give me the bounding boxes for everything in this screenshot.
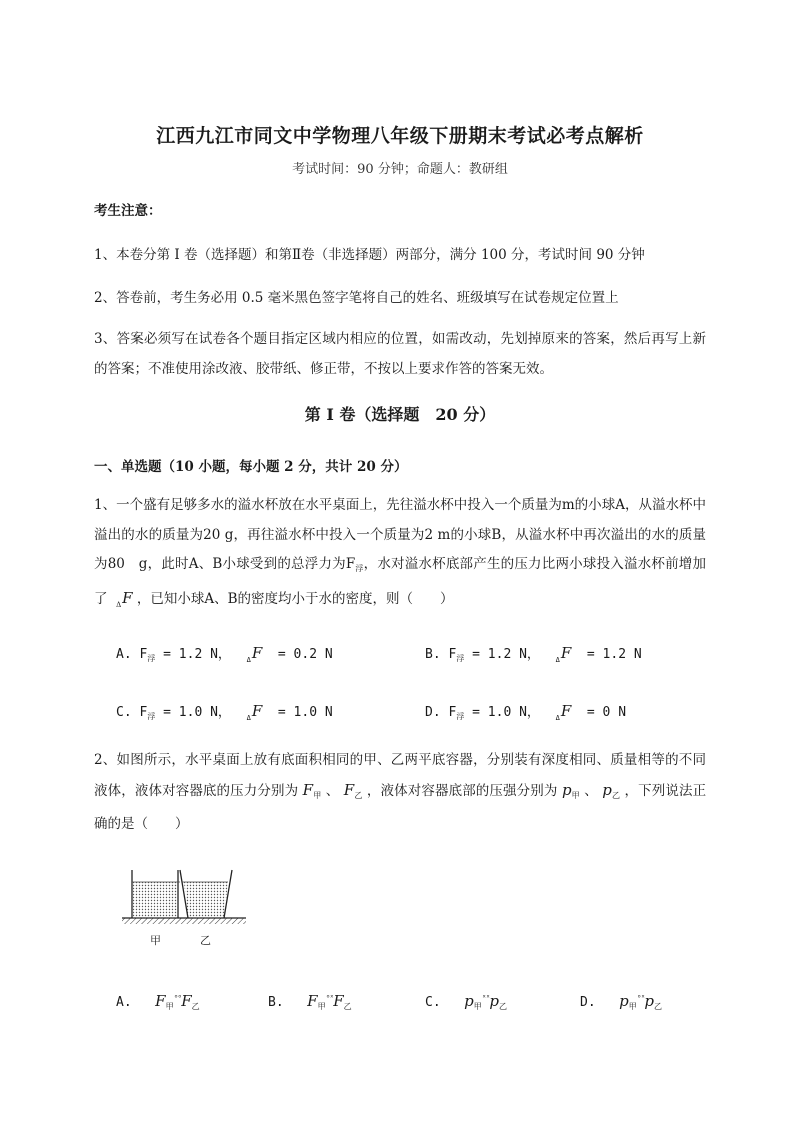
option-value-2: = 0.2 N bbox=[277, 647, 333, 662]
notice-item-3: 3、答案必须写在试卷各个题目指定区域内相应的位置，如需改动，先划掉原来的答案，然后再写上新的答案；不准使用涂改液、胶带纸、修正带，不按以上要求作答的答案无效。 bbox=[94, 331, 706, 377]
option-value-2: = 1.0 N bbox=[277, 705, 333, 720]
option-value-2: = 1.2 N bbox=[586, 647, 642, 662]
q1-text-c: ，已知小球A、B的密度均小于水的密度，则（ ） bbox=[136, 590, 454, 607]
option-relation: ᵒˣ bbox=[325, 993, 334, 1002]
option-relation: ᵒᵒ bbox=[173, 993, 182, 1002]
q2-option-c[interactable] bbox=[425, 988, 507, 1017]
option-sym-a: F bbox=[155, 992, 166, 1010]
q1-fu-sub: 浮 bbox=[355, 564, 364, 573]
q1-option-a[interactable] bbox=[116, 643, 333, 670]
option-delta: Δ bbox=[555, 656, 560, 664]
option-f: F bbox=[139, 647, 148, 662]
option-letter: C. bbox=[425, 995, 441, 1010]
option-fu: 浮 bbox=[456, 654, 465, 663]
containers-figure bbox=[120, 866, 250, 952]
option-sym-b: p bbox=[489, 992, 499, 1010]
q2-sep: 、 bbox=[325, 782, 340, 799]
q1-text-a: 1、一个盛有足够多水的溢水杯放在水平桌面上，先往溢水杯中投入一个质量为m的小球A，从溢水杯中溢出的水的质量为20 g，再往溢水杯中投入一个质量为2 m的小球B，从溢水杯中再次溢出的水的质量为80 g，此时A、B小球受到的总浮力为F bbox=[94, 497, 706, 572]
option-fu: 浮 bbox=[456, 712, 465, 721]
q2-option-d[interactable] bbox=[580, 988, 662, 1017]
q2-f-jia: F bbox=[302, 780, 314, 799]
notice-item-1: 1、本卷分第 I 卷（选择题）和第Ⅱ卷（非选择题）两部分，满分 100 分，考试时间 90 分钟 bbox=[94, 247, 645, 263]
option-delta: Δ bbox=[246, 714, 251, 722]
q2-sub-yi-2: 乙 bbox=[611, 790, 621, 800]
option-sub-b: 乙 bbox=[343, 1002, 352, 1011]
q2-text-a: 2、如图所示，水平桌面上放有底面积相同的甲、乙两平底容器，分别装有深度相同、质量相等的不同液体，液体对容器底的压力分别为 bbox=[94, 752, 706, 799]
q2-option-a[interactable] bbox=[116, 988, 200, 1017]
option-sym-a: p bbox=[464, 992, 474, 1010]
q2-p-yi: p bbox=[602, 780, 612, 799]
option-value-1: = 1.0 N， bbox=[472, 705, 540, 720]
q1-text-b: ，水对溢水杯底部产生的压力比两小球投入溢水杯前增加了 bbox=[94, 556, 706, 607]
option-fu: 浮 bbox=[147, 654, 156, 663]
option-delta: Δ bbox=[555, 714, 560, 722]
notice-heading: 考生注意： bbox=[94, 203, 162, 219]
option-delta-f: F bbox=[560, 702, 572, 720]
q2-f-yi: F bbox=[343, 780, 355, 799]
option-letter: B. bbox=[268, 995, 284, 1010]
q1-delta: Δ bbox=[116, 600, 122, 609]
label-yi: 乙 bbox=[200, 934, 211, 947]
option-letter: C. bbox=[116, 705, 132, 720]
option-value-1: = 1.2 N， bbox=[472, 647, 540, 662]
q2-option-b[interactable] bbox=[268, 988, 352, 1017]
q1-option-d[interactable] bbox=[425, 701, 626, 728]
option-delta-f: F bbox=[560, 644, 572, 662]
q2-text-b: ，液体对容器底部的压强分别为 bbox=[366, 782, 558, 799]
option-value-1: = 1.2 N， bbox=[163, 647, 231, 662]
option-sub-a: 甲 bbox=[317, 1002, 326, 1011]
q1-option-b[interactable] bbox=[425, 643, 642, 670]
q2-text-c: ，下列说法正确的是（ ） bbox=[94, 782, 707, 832]
option-f: F bbox=[139, 705, 148, 720]
exam-meta: 考试时间：90 分钟；命题人：教研组 bbox=[292, 162, 508, 177]
option-relation: ˣˣ bbox=[481, 993, 490, 1002]
question-1 bbox=[94, 491, 706, 620]
q2-sep-2: 、 bbox=[584, 782, 598, 799]
q2-p-jia: p bbox=[561, 780, 572, 799]
q2-sub-yi: 乙 bbox=[354, 790, 363, 800]
option-sub-b: 乙 bbox=[191, 1002, 200, 1011]
option-letter: D. bbox=[425, 705, 441, 720]
option-sym-b: F bbox=[181, 992, 192, 1010]
page-title: 江西九江市同文中学物理八年级下册期末考试必考点解析 bbox=[156, 125, 644, 147]
table-surface bbox=[122, 918, 246, 924]
question-2 bbox=[94, 746, 706, 840]
part-heading: 一、单选题（10 小题，每小题 2 分，共计 20 分） bbox=[94, 459, 408, 475]
q2-sub-jia: 甲 bbox=[313, 790, 322, 800]
option-sym-b: p bbox=[644, 992, 654, 1010]
q2-sub-jia-2: 甲 bbox=[571, 790, 580, 800]
option-delta: Δ bbox=[246, 656, 251, 664]
option-value-2: = 0 N bbox=[586, 705, 627, 720]
notice-item-2: 2、答卷前，考生务必用 0.5 毫米黑色签字笔将自己的姓名、班级填写在试卷规定位置上 bbox=[94, 290, 619, 306]
q1-option-c[interactable] bbox=[116, 701, 333, 728]
section-title: 第 I 卷（选择题 20 分） bbox=[304, 405, 496, 424]
q1-delta-f: F bbox=[122, 588, 133, 607]
option-sym-b: F bbox=[333, 992, 344, 1010]
option-relation: ᵒˣ bbox=[636, 993, 645, 1002]
option-letter: A. bbox=[116, 995, 132, 1010]
option-delta-f: F bbox=[251, 644, 263, 662]
option-value-1: = 1.0 N， bbox=[163, 705, 231, 720]
option-sym-a: F bbox=[307, 992, 318, 1010]
option-letter: B. bbox=[425, 647, 441, 662]
option-f: F bbox=[448, 647, 457, 662]
container-jia bbox=[132, 870, 178, 918]
label-jia: 甲 bbox=[150, 934, 161, 947]
option-sub-b: 乙 bbox=[654, 1002, 662, 1011]
option-letter: D. bbox=[580, 995, 596, 1010]
container-yi bbox=[180, 870, 232, 918]
option-sub-a: 甲 bbox=[628, 1002, 637, 1011]
option-sub-a: 甲 bbox=[165, 1002, 174, 1011]
option-sym-a: p bbox=[619, 992, 629, 1010]
option-sub-b: 乙 bbox=[499, 1002, 507, 1011]
option-f: F bbox=[448, 705, 457, 720]
option-letter: A. bbox=[116, 647, 132, 662]
option-fu: 浮 bbox=[147, 712, 156, 721]
option-sub-a: 甲 bbox=[473, 1002, 482, 1011]
option-delta-f: F bbox=[251, 702, 263, 720]
